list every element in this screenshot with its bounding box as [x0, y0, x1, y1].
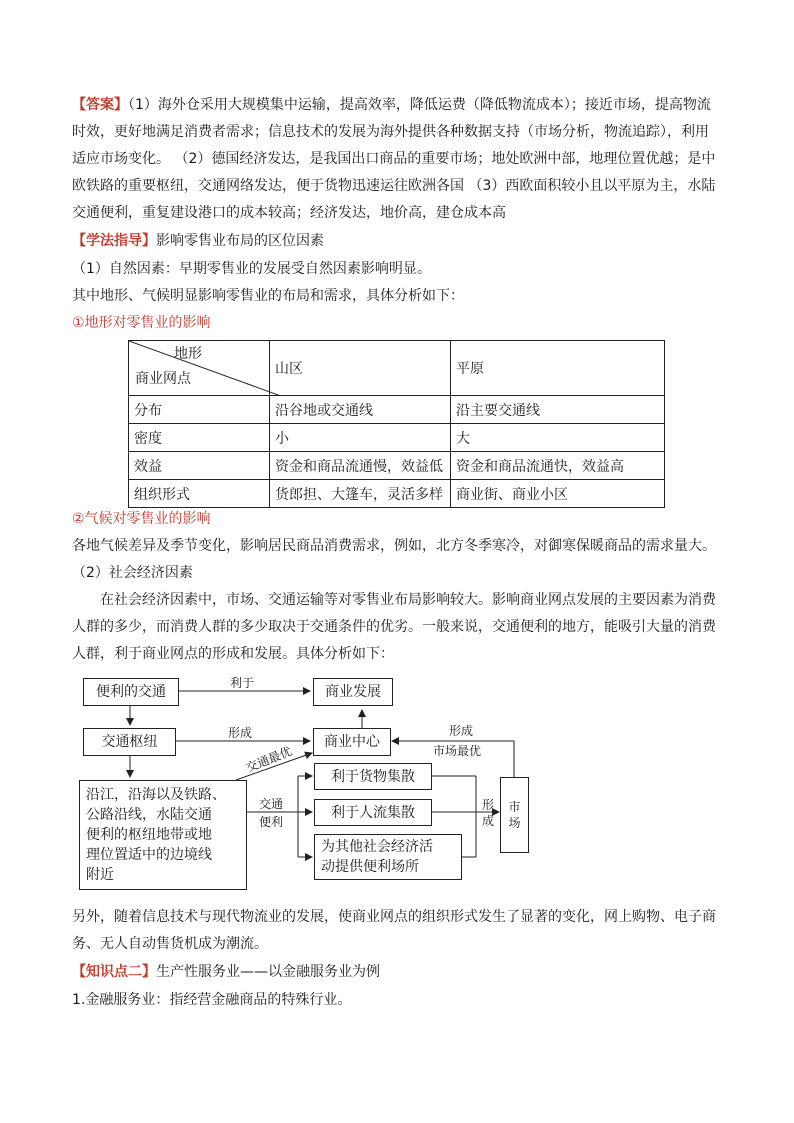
- label-traffic-convenient-1: 交通: [259, 797, 284, 811]
- after-line-1: 另外，随着信息技术与现代物流业的发展，使商业网点的组织形式发生了显著的变化，网上购物、电子商: [72, 909, 716, 925]
- finance-definition: 1.金融服务业：指经营金融商品的特殊行业。: [72, 992, 352, 1008]
- diag-top-label: 地形: [174, 346, 202, 362]
- table-row: 密度 小 大: [129, 424, 665, 452]
- climate-title: ②气候对零售业的影响: [72, 511, 211, 527]
- terrain-title: ①地形对零售业的影响: [72, 315, 211, 331]
- box-transport-hub: 交通枢纽: [83, 728, 176, 756]
- box-goods-distribution: 利于货物集散: [314, 763, 432, 790]
- social-para-3: 人群，利于商业网点的形成和发展。具体分析如下：: [72, 646, 394, 662]
- social-para-1: 在社会经济因素中，市场、交通运输等对零售业布局影响较大。影响商业网点发展的主要因素为消费: [100, 592, 716, 608]
- box-other-activities: 为其他社会经济活 动提供便利场所: [314, 834, 462, 880]
- label-benefit: 利于: [230, 676, 255, 690]
- guide-heading: 【学法指导】影响零售业布局的区位因素: [72, 233, 324, 249]
- label-form-2: 形成: [449, 724, 474, 738]
- climate-text: 各地气候差异及季节变化，影响居民商品消费需求，例如，北方冬季寒冷，对御寒保暖商品的需求量大。: [72, 538, 716, 554]
- box-people-distribution: 利于人流集散: [314, 799, 432, 826]
- box-convenient-transport: 便利的交通: [83, 678, 179, 706]
- table-row: 效益 资金和商品流通慢，效益低 资金和商品流通快，效益高: [129, 452, 665, 480]
- social-para-2: 人群的多少，而消费人群的多少取决于交通条件的优劣。一般来说，交通便利的地方，能吸引大量的消费: [72, 619, 716, 635]
- market-text: 市 场: [508, 800, 521, 830]
- box-commercial-center: 商业中心: [313, 728, 391, 756]
- col-plain: 平原: [451, 341, 665, 396]
- after-line-2: 务、无人自动售货机成为潮流。: [72, 936, 268, 952]
- answer-line-4: 欧铁路的重要枢纽，交通网络发达，便于货物迅速运往欧洲各国 （3）西欧面积较小且以平原为主，水陆: [72, 178, 716, 194]
- answer-line-3: 适应市场变化。 （2）德国经济发达，是我国出口商品的重要市场；地处欧洲中部，地理位置优越；是中: [72, 151, 716, 167]
- label-market-best: 市场最优: [433, 744, 482, 758]
- diag-bottom-label: 商业网点: [135, 371, 191, 387]
- label-traffic-best: 交通最优: [244, 744, 294, 775]
- table-row: 分布 沿谷地或交通线 沿主要交通线: [129, 396, 665, 424]
- box-commercial-development: 商业发展: [313, 678, 393, 706]
- natural-intro: 其中地形、气候明显影响零售业的布局和需求，具体分析如下：: [72, 288, 464, 304]
- guide-label: 【学法指导】: [72, 233, 156, 249]
- label-form-3: 形 成: [481, 798, 494, 828]
- box-market: [500, 777, 529, 853]
- knowledge-label: 【知识点二】: [72, 964, 156, 980]
- answer-line-1: 【答案】（1）海外仓采用大规模集中运输，提高效率，降低运费（降低物流成本）；接近市场，提高物流: [72, 97, 711, 113]
- knowledge-heading: 【知识点二】生产性服务业——以金融服务业为例: [72, 964, 380, 980]
- answer-line-2: 时效，更好地满足消费者需求；信息技术的发展为海外提供各种数据支持（市场分析，物流追踪），利用: [72, 124, 709, 140]
- label-traffic-convenient-2: 便利: [259, 815, 284, 829]
- natural-heading: （1）自然因素：早期零售业的发展受自然因素影响明显。: [72, 261, 431, 277]
- label-form-1: 形成: [228, 726, 253, 740]
- box-region-description: 沿江，沿海以及铁路、 公路沿线，水陆交通 便利的枢纽地带或地 理位置适中的边境线 附近: [79, 780, 247, 890]
- answer-line-5: 交通便利，重复建设港口的成本较高；经济发达，地价高，建仓成本高: [72, 205, 506, 221]
- answer-label: 【答案】: [72, 97, 128, 113]
- table-row: 组织形式 货郎担、大篷车，灵活多样 商业街、商业小区: [129, 480, 665, 508]
- social-heading: （2）社会经济因素: [72, 565, 193, 581]
- col-mountain: 山区: [270, 341, 451, 396]
